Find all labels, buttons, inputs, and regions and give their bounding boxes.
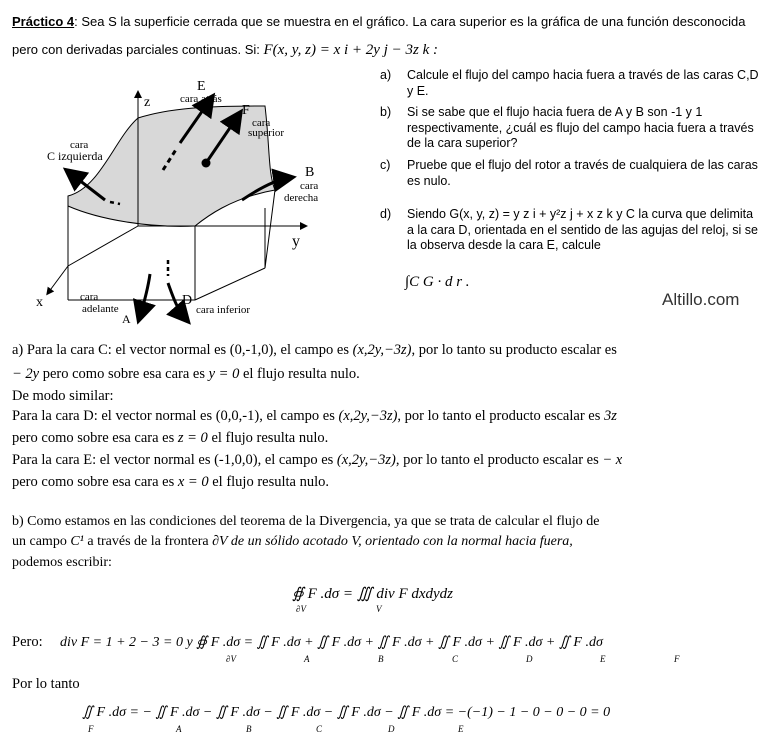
watermark: Altillo.com [662,290,740,309]
label-E: E [197,79,206,94]
final-sub-c: C [316,724,323,734]
problem-header-line2 [12,42,438,59]
por-lo-tanto: Por lo tanto [12,676,80,692]
sol-a-l4-math: (x,2y,−3z) [338,408,398,424]
label-D: D [182,293,193,308]
label-C-izquierda: C izquierda [47,149,103,163]
sol-b-line2 [12,534,573,550]
sol-a-l7-text: pero como sobre esa cara es [12,474,178,490]
final-equation: ∬ F .dσ = − ∬ F .dσ − ∬ F .dσ − ∬ F .dσ − ∬ F .dσ − ∬ F .dσ = −(−1) − 1 − 0 − 0 − 0 = 0 [82,705,611,720]
sol-a-l6-math2: − x [602,452,623,468]
sol-a-l1-text2: , por lo tanto su producto escalar es [411,342,617,358]
sol-a-line7 [12,474,329,491]
sol-a-l5-math: z = 0 [177,430,208,446]
x-axis [48,266,68,293]
label-cara-inferior: cara inferior [196,304,251,316]
question-b [380,105,760,153]
x-label: x [36,295,43,310]
flux-sum-sub-b: B [378,654,384,664]
sol-a-l4-text: Para la cara D: el vector normal es (0,0,-1), el campo es [12,408,339,424]
pero-label: Pero: [12,634,43,650]
sol-b-line3: podemos escribir: [12,555,112,570]
question-c-text: Pruebe que el flujo del rotor a través de cualquiera de las caras es nulo. [407,158,758,188]
sol-b-l2-text4: orientado con la normal hacia fuera, [361,534,573,549]
label-B: B [305,165,315,180]
sol-a-l6-math: (x,2y,−3z) [336,452,396,468]
flux-sum-sub-c: C [452,654,459,664]
sol-a-l1-text: a) Para la cara C: el vector normal es (0,-1,0), el campo es [12,342,353,358]
final-sub-b: B [246,724,252,734]
final-sub-e: E [458,724,464,734]
question-d [380,207,760,271]
sol-a-l4-math2: 3z [603,408,617,424]
sol-b-l2-text: un campo [12,534,71,549]
sol-a-line5 [12,430,328,447]
field-definition: F(x, y, z) = x i + 2y j − 3z k : [263,42,438,58]
top-surface [68,106,275,226]
flux-sum-sub-d: D [526,654,533,664]
question-b-text: Si se sabe que el flujo hacia fuera de A y B son -1 y 1 respectivamente, ¿cuál es flujo del campo hacia fuera a través de la cara superior? [407,105,754,150]
sol-a-line6 [12,452,622,469]
sol-b-l2-text2: a través de la frontera [83,534,213,549]
label-cara-A: cara [80,291,99,303]
question-d-integral: ∫C G · d r . [405,274,470,290]
question-a [380,68,760,100]
problem-intro: : Sea S la superficie cerrada que se muestra en el gráfico. La cara superior es la gráfica de una función desconocida [74,14,746,29]
label-A-adelante: adelante [82,303,119,315]
divergence-sub-v: V [376,604,382,614]
problem-header [12,14,746,29]
question-d-label: d) [380,207,392,221]
flux-sum-sub-f: F [674,654,680,664]
sol-a-line2 [12,366,360,383]
label-cara-atras: cara atrás [180,93,222,105]
sol-b-l2-text3: de un sólido acotado [227,534,352,549]
question-a-label: a) [380,68,392,82]
question-c [380,158,760,190]
arrow-A [140,274,150,316]
sol-b-l2-math2: ∂V [212,534,228,549]
sol-a-line3: De modo similar: [12,388,114,404]
sol-a-l1-math: (x,2y,−3z) [352,342,412,358]
flux-sum-equation: div F = 1 + 2 − 3 = 0 y ∯ F .dσ = ∬ F .dσ + ∬ F .dσ + ∬ F .dσ + ∬ F .dσ + ∬ F .dσ + ∬ F .dσ [60,635,603,650]
z-label: z [144,95,151,110]
problem-label: Práctico 4 [12,14,75,29]
label-cara-superior-2: superior [248,127,285,139]
flux-sum-sub-a: A [304,654,310,664]
sol-a-line4 [12,408,617,425]
sol-a-l5-text: pero como sobre esa cara es [12,430,178,446]
sol-a-l2-math2: y = 0 [208,366,240,382]
label-cara-derecha-2: derecha [284,192,319,204]
question-a-text: Calcule el flujo del campo hacia fuera a través de las caras C,D y E. [407,68,759,98]
surface-figure [20,78,360,328]
sol-a-l6-text2: , por lo tanto el producto escalar es [395,452,603,468]
y-label: y [292,233,300,250]
question-d-text: Siendo G(x, y, z) = y z i + y²z j + x z k y C la curva que delimita a la cara D, orientada en el sentido de las agujas del reloj, si se la observa desde la cara E, calcule [407,207,758,252]
sol-a-l2-text: pero como sobre esa cara es [39,366,209,382]
label-A: A [122,312,131,326]
sol-a-l7-math: x = 0 [177,474,209,490]
flux-sum-sub-dv: ∂V [226,654,236,664]
problem-line2-text: pero con derivadas parciales continuas. Si: [12,42,264,57]
label-cara-superior-1: cara [252,117,271,129]
final-sub-a: A [176,724,182,734]
final-sub-d: D [388,724,395,734]
question-c-label: c) [380,158,391,172]
sol-a-l2-math: − 2y [12,366,40,382]
label-cara-derecha-1: cara [300,180,319,192]
sol-a-l2-text2: el flujo resulta nulo. [239,366,360,382]
label-cara-C: cara [70,139,89,151]
question-b-label: b) [380,105,392,119]
sol-b-l2-math3: V, [351,534,362,549]
divergence-sub-dv: ∂V [296,604,306,614]
sol-a-line1 [12,342,617,359]
sol-b-line1: b) Como estamos en las condiciones del teorema de la Divergencia, ya que se trata de calcular el flujo de [12,514,600,529]
flux-sum-sub-e: E [600,654,606,664]
sol-a-l7-text2: el flujo resulta nulo. [208,474,330,490]
label-F: F [242,103,250,118]
sol-a-l4-text2: , por lo tanto el producto escalar es [397,408,604,424]
sol-a-l6-text: Para la cara E: el vector normal es (-1,0,0), el campo es [12,452,337,468]
final-sub-f: F [88,724,94,734]
sol-a-l5-text2: el flujo resulta nulo. [207,430,329,446]
sol-b-l2-math: C¹ [70,534,84,549]
divergence-equation: ∯ F .dσ = ∭ div F dxdydz [292,586,454,602]
